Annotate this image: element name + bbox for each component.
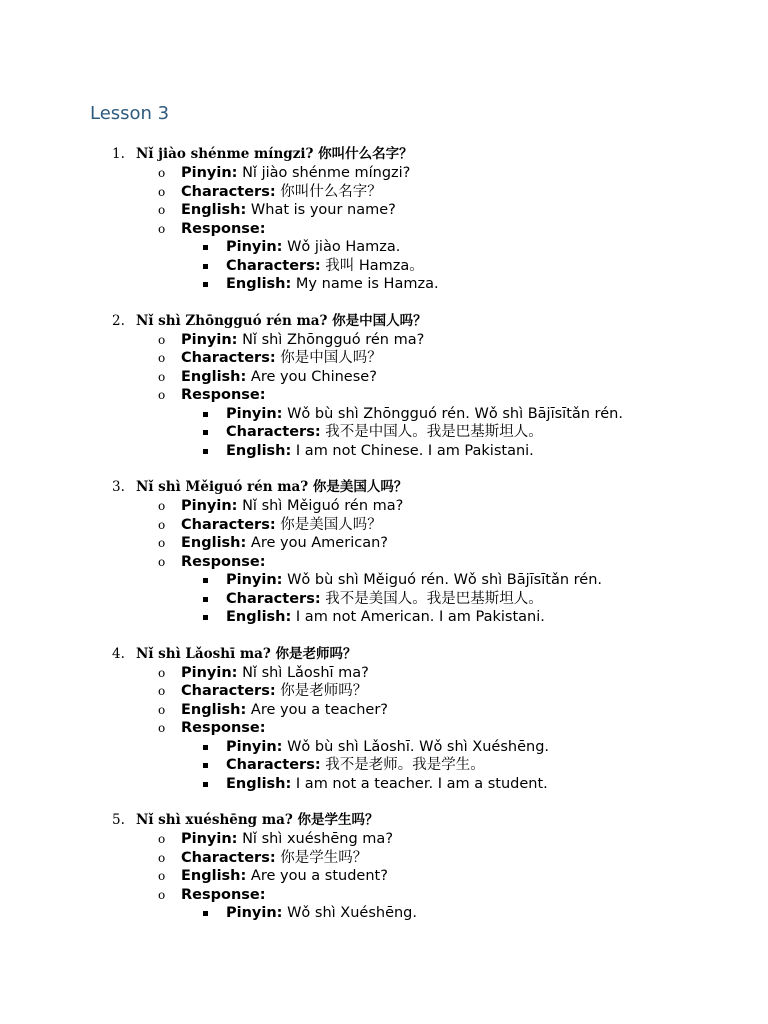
square-bullet-icon: [203, 282, 208, 287]
square-bullet-icon: [203, 245, 208, 250]
response-pinyin-item: [0, 238, 768, 257]
characters-value: 你是学生吗？: [280, 849, 368, 866]
question-number: 5.: [112, 812, 125, 828]
circle-bullet-icon: o: [158, 684, 166, 698]
response-characters-item: [0, 756, 768, 775]
question-list: [0, 145, 768, 941]
question-pinyin: Nǐ shì xuéshēng ma?: [136, 812, 293, 828]
response-characters-value: 我不是中国人。我是巴基斯坦人。: [325, 424, 543, 440]
pinyin-label: Pinyin:: [181, 498, 238, 514]
characters-label: Characters:: [226, 590, 321, 607]
square-bullet-icon: [203, 782, 208, 787]
english-item: [0, 368, 768, 387]
english-label: English:: [181, 368, 247, 385]
response-item: [0, 220, 768, 239]
characters-label: Characters:: [181, 350, 276, 366]
response-english-item: [0, 442, 768, 461]
english-label: English:: [226, 609, 292, 625]
english-label: English:: [181, 535, 247, 551]
characters-item: [0, 349, 768, 368]
english-value: What is your name?: [250, 202, 396, 218]
response-english-value: My name is Hamza.: [295, 276, 439, 292]
characters-item: [0, 516, 768, 535]
question-pinyin: Nǐ jiào shénme míngzi?: [136, 146, 314, 162]
circle-bullet-icon: o: [158, 499, 166, 513]
pinyin-label: Pinyin:: [181, 831, 238, 847]
circle-bullet-icon: o: [158, 721, 166, 735]
response-characters-item: [0, 590, 768, 609]
question-heading: [0, 145, 768, 164]
circle-bullet-icon: o: [158, 850, 166, 865]
english-label: English:: [226, 276, 292, 292]
english-value: Are you a student?: [250, 868, 388, 884]
characters-label: Characters:: [181, 683, 276, 699]
response-pinyin-item: [0, 904, 768, 923]
circle-bullet-icon: o: [158, 887, 166, 902]
question-heading: [0, 645, 768, 664]
response-pinyin-item: [0, 571, 768, 590]
response-item: [0, 386, 768, 405]
characters-item: [0, 682, 768, 701]
circle-bullet-icon: o: [158, 203, 166, 217]
response-label: Response:: [181, 886, 266, 903]
circle-bullet-icon: o: [158, 184, 166, 199]
response-pinyin-item: [0, 405, 768, 424]
response-english-value: I am not American. I am Pakistani.: [295, 609, 545, 625]
question-characters: 你是中国人吗？: [332, 312, 427, 329]
square-bullet-icon: [203, 597, 208, 602]
square-bullet-icon: [203, 745, 208, 750]
pinyin-value: Nǐ shì Zhōngguó rén ma?: [242, 331, 425, 348]
question-pinyin: Nǐ shì Měiguó rén ma?: [136, 479, 309, 495]
question-2: [0, 312, 768, 461]
response-item: [0, 553, 768, 572]
characters-label: Characters:: [226, 257, 321, 274]
circle-bullet-icon: o: [158, 332, 166, 347]
english-label: English:: [181, 868, 247, 884]
circle-bullet-icon: o: [158, 221, 166, 236]
pinyin-label: Pinyin:: [181, 331, 238, 348]
english-value: Are you a teacher?: [250, 701, 388, 718]
question-1: [0, 145, 768, 294]
english-item: [0, 534, 768, 553]
characters-label: Characters:: [181, 516, 276, 533]
question-characters: 你是学生吗？: [297, 812, 379, 828]
circle-bullet-icon: o: [158, 554, 166, 569]
characters-label: Characters:: [181, 849, 276, 866]
question-5: [0, 811, 768, 923]
question-heading: [0, 811, 768, 830]
english-item: [0, 867, 768, 886]
circle-bullet-icon: o: [158, 517, 166, 532]
response-characters-value: 我不是老师。我是学生。: [325, 757, 485, 773]
question-number: 2.: [112, 312, 125, 329]
response-english-item: [0, 275, 768, 294]
question-characters: 你叫什么名字？: [318, 146, 413, 162]
response-pinyin-value: Wǒ bù shì Zhōngguó rén. Wǒ shì Bājīsītǎn rén.: [287, 405, 623, 422]
question-pinyin: Nǐ shì Zhōngguó rén ma?: [136, 312, 328, 329]
pinyin-label: Pinyin:: [226, 738, 283, 755]
question-pinyin: Nǐ shì Lǎoshī ma?: [136, 645, 271, 662]
english-label: English:: [226, 775, 292, 792]
english-item: [0, 701, 768, 720]
square-bullet-icon: [203, 911, 208, 916]
english-value: Are you American?: [250, 535, 388, 551]
pinyin-label: Pinyin:: [226, 572, 283, 588]
question-number: 3.: [112, 479, 125, 495]
square-bullet-icon: [203, 578, 208, 583]
pinyin-item: [0, 830, 768, 849]
response-english-item: [0, 608, 768, 627]
pinyin-label: Pinyin:: [226, 405, 283, 422]
question-heading: [0, 478, 768, 497]
pinyin-item: [0, 164, 768, 183]
pinyin-label: Pinyin:: [181, 165, 238, 181]
pinyin-value: Nǐ jiào shénme míngzi?: [242, 165, 411, 181]
response-pinyin-item: [0, 738, 768, 757]
circle-bullet-icon: o: [158, 665, 166, 680]
response-characters-value: 我叫 Hamza。: [325, 257, 424, 274]
english-value: Are you Chinese?: [250, 368, 377, 385]
square-bullet-icon: [203, 449, 208, 454]
question-characters: 你是美国人吗？: [312, 479, 408, 495]
characters-value: 你是老师吗？: [280, 683, 368, 699]
square-bullet-icon: [203, 763, 208, 768]
circle-bullet-icon: o: [158, 166, 166, 180]
response-pinyin-value: Wǒ bù shì Měiguó rén. Wǒ shì Bājīsītǎn rén.: [287, 572, 602, 588]
response-english-value: I am not Chinese. I am Pakistani.: [295, 442, 534, 459]
response-characters-item: [0, 423, 768, 442]
circle-bullet-icon: o: [158, 702, 166, 717]
response-characters-item: [0, 257, 768, 276]
response-label: Response:: [181, 720, 266, 736]
response-english-value: I am not a teacher. I am a student.: [295, 775, 548, 792]
pinyin-value: Nǐ shì xuéshēng ma?: [242, 831, 394, 847]
pinyin-item: [0, 664, 768, 683]
square-bullet-icon: [203, 412, 208, 417]
characters-label: Characters:: [181, 183, 276, 200]
response-item: [0, 886, 768, 905]
circle-bullet-icon: o: [158, 869, 166, 883]
pinyin-item: [0, 497, 768, 516]
question-heading: [0, 312, 768, 331]
characters-item: [0, 849, 768, 868]
lesson-title: Lesson 3: [90, 103, 170, 124]
pinyin-label: Pinyin:: [181, 664, 238, 681]
circle-bullet-icon: o: [158, 369, 166, 384]
english-item: [0, 201, 768, 220]
pinyin-value: Nǐ shì Lǎoshī ma?: [242, 664, 369, 681]
characters-item: [0, 183, 768, 202]
response-label: Response:: [181, 387, 266, 403]
circle-bullet-icon: o: [158, 388, 166, 402]
response-label: Response:: [181, 220, 266, 237]
english-label: English:: [181, 202, 247, 218]
square-bullet-icon: [203, 264, 208, 269]
pinyin-label: Pinyin:: [226, 239, 283, 255]
pinyin-item: [0, 331, 768, 350]
english-label: English:: [181, 701, 247, 718]
question-characters: 你是老师吗？: [275, 645, 357, 662]
characters-value: 你是美国人吗？: [280, 516, 382, 533]
english-label: English:: [226, 442, 292, 459]
pinyin-value: Nǐ shì Měiguó rén ma?: [242, 498, 404, 514]
pinyin-label: Pinyin:: [226, 905, 283, 921]
square-bullet-icon: [203, 430, 208, 435]
question-number: 1.: [112, 146, 125, 162]
response-pinyin-value: Wǒ shì Xuéshēng.: [287, 905, 417, 921]
response-item: [0, 719, 768, 738]
circle-bullet-icon: o: [158, 832, 166, 846]
characters-value: 你叫什么名字？: [280, 183, 382, 200]
response-label: Response:: [181, 553, 266, 570]
response-pinyin-value: Wǒ jiào Hamza.: [287, 239, 401, 255]
square-bullet-icon: [203, 615, 208, 620]
response-characters-value: 我不是美国人。我是巴基斯坦人。: [325, 590, 543, 607]
characters-label: Characters:: [226, 424, 321, 440]
question-4: [0, 645, 768, 794]
characters-value: 你是中国人吗？: [280, 350, 382, 366]
circle-bullet-icon: o: [158, 351, 166, 365]
question-number: 4.: [112, 645, 125, 662]
response-pinyin-value: Wǒ bù shì Lǎoshī. Wǒ shì Xuéshēng.: [287, 738, 550, 755]
question-3: [0, 478, 768, 627]
response-english-item: [0, 775, 768, 794]
circle-bullet-icon: o: [158, 536, 166, 550]
characters-label: Characters:: [226, 757, 321, 773]
